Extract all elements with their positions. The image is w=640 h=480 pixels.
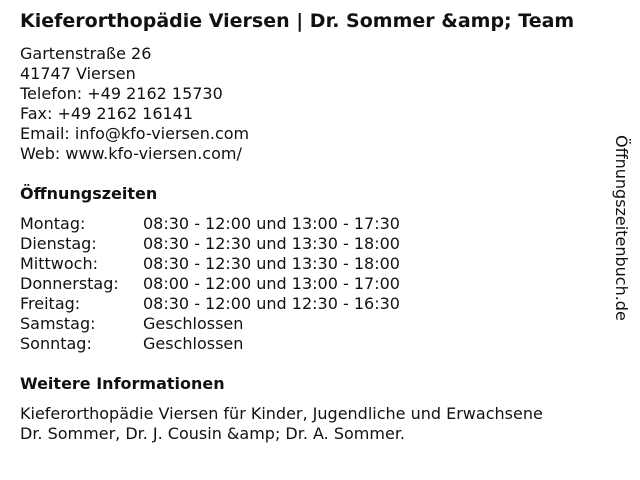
day-label: Dienstag: xyxy=(20,234,97,253)
day-label: Montag: xyxy=(20,214,86,233)
time-value: 08:30 - 12:30 und 13:30 - 18:00 xyxy=(143,234,400,253)
day-label: Samstag: xyxy=(20,314,96,333)
hours-row-thursday xyxy=(20,274,460,294)
hours-row-friday xyxy=(20,294,460,314)
street: Gartenstraße 26 xyxy=(20,44,152,63)
fax: Fax: +49 2162 16141 xyxy=(20,104,194,123)
info-heading: Weitere Informationen xyxy=(20,374,225,393)
hours-row-tuesday xyxy=(20,234,460,254)
info-text xyxy=(20,404,543,444)
city: 41747 Viersen xyxy=(20,64,136,83)
time-value: 08:30 - 12:30 und 13:30 - 18:00 xyxy=(143,254,400,273)
time-value: 08:00 - 12:00 und 13:00 - 17:00 xyxy=(143,274,400,293)
hours-table xyxy=(20,214,460,354)
hours-row-sunday xyxy=(20,334,460,354)
day-label: Freitag: xyxy=(20,294,81,313)
time-value: 08:30 - 12:00 und 12:30 - 16:30 xyxy=(143,294,400,313)
hours-heading: Öffnungszeiten xyxy=(20,184,158,203)
info-line-2: Dr. Sommer, Dr. J. Cousin &amp; Dr. A. Sommer. xyxy=(20,424,406,443)
time-value: 08:30 - 12:00 und 13:00 - 17:30 xyxy=(143,214,400,233)
website: Web: www.kfo-viersen.com/ xyxy=(20,144,242,163)
business-title: Kieferorthopädie Viersen | Dr. Sommer &amp; Team xyxy=(20,10,575,32)
contact-block xyxy=(20,44,249,164)
time-value: Geschlossen xyxy=(143,334,244,353)
day-label: Donnerstag: xyxy=(20,274,119,293)
hours-row-wednesday xyxy=(20,254,460,274)
time-value: Geschlossen xyxy=(143,314,244,333)
email: Email: info@kfo-viersen.com xyxy=(20,124,250,143)
phone: Telefon: +49 2162 15730 xyxy=(20,84,223,103)
hours-row-monday xyxy=(20,214,460,234)
info-line-1: Kieferorthopädie Viersen für Kinder, Jugendliche und Erwachsene xyxy=(20,404,543,423)
day-label: Sonntag: xyxy=(20,334,92,353)
watermark-text: Öffnungszeitenbuch.de xyxy=(612,135,631,321)
hours-row-saturday xyxy=(20,314,460,334)
day-label: Mittwoch: xyxy=(20,254,98,273)
